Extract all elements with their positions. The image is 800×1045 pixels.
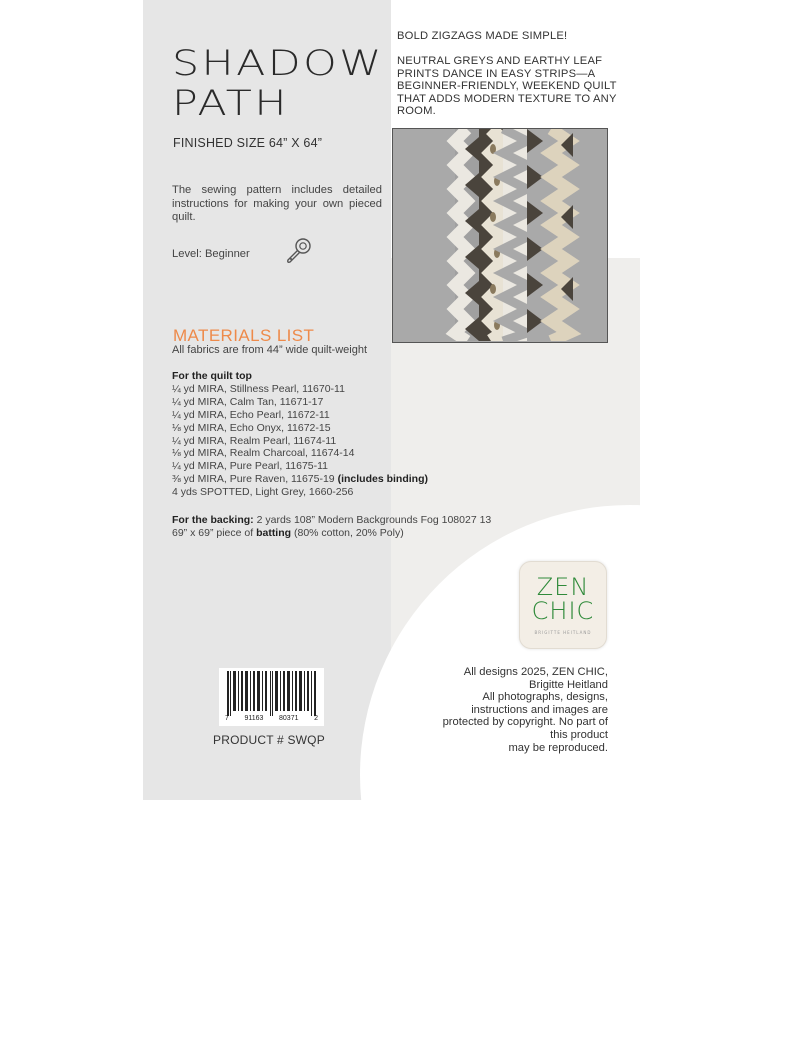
backing-label: For the backing:	[172, 514, 254, 526]
material-item: ¼ yd MIRA, Calm Tan, 11671-17	[172, 395, 324, 408]
batting-suffix: (80% cotton, 20% Poly)	[293, 526, 404, 539]
material-item: 4 yds SPOTTED, Light Grey, 1660-256	[172, 486, 354, 499]
backing-info	[172, 514, 491, 540]
quilt-strip	[527, 129, 551, 341]
logo-line-1: ZEN	[536, 573, 590, 601]
finished-size: FINISHED SIZE 64” X 64”	[173, 136, 323, 150]
batting-prefix: 69” x 69” piece of	[172, 526, 254, 539]
barcode-digit: 7	[225, 715, 229, 722]
copyright-notice	[420, 666, 608, 754]
material-item: ⅛ yd MIRA, Realm Charcoal, 11674-14	[172, 447, 355, 460]
promo-blurb: NEUTRAL GREYS AND EARTHY LEAF PRINTS DANCE IN EASY STRIPS—A BEGINNER-FRIENDLY, WEEKEND QUILT THAT ADDS MODERN TEXTURE TO ANY ROOM.	[397, 55, 617, 118]
logo-subtitle: BRIGITTE HEITLAND	[534, 630, 592, 635]
rotary-cutter-icon	[283, 236, 313, 266]
quilt-zigzag-illustration	[393, 129, 606, 341]
material-item: ¼ yd MIRA, Echo Pearl, 11672-11	[172, 408, 330, 421]
backing-value: 2 yards 108” Modern Backgrounds Fog 108027 13	[256, 514, 492, 526]
barcode	[219, 668, 324, 726]
quilt-strip	[551, 129, 573, 341]
quilt-strip	[503, 129, 527, 341]
barcode-digit: 91163	[244, 715, 264, 722]
copyright-line: All photographs, designs,	[482, 691, 608, 704]
quilt-image	[392, 128, 608, 343]
copyright-line: may be reproduced.	[508, 741, 608, 754]
material-item: ¼ yd MIRA, Stillness Pearl, 11670-11	[172, 382, 345, 395]
copyright-line: instructions and images are	[471, 703, 608, 716]
pattern-title	[172, 44, 384, 124]
material-item: ¼ yd MIRA, Realm Pearl, 11674-11	[172, 434, 337, 447]
materials-subtitle: All fabrics are from 44” wide quilt-weight	[172, 344, 368, 356]
barcode-bars	[219, 668, 324, 716]
title-line-1: SHADOW	[172, 44, 384, 84]
title-line-2: PATH	[172, 84, 289, 124]
quilt-top-heading: For the quilt top	[172, 370, 252, 382]
materials-title: MATERIALS LIST	[173, 326, 315, 345]
material-item: ¼ yd MIRA, Pure Pearl, 11675-11	[172, 460, 329, 473]
batting-label: batting	[256, 526, 292, 539]
material-item: ⅜ yd MIRA, Pure Raven, 11675-19	[172, 473, 335, 486]
pattern-description: The sewing pattern includes detailed instructions for making your own pieced quilt.	[172, 184, 382, 223]
barcode-digits	[219, 715, 324, 722]
batting-line	[172, 527, 491, 540]
skill-level: Level: Beginner	[172, 248, 250, 260]
barcode-digit: 80371	[279, 715, 299, 722]
backing-line	[172, 514, 491, 527]
copyright-line: protected by copyright. No part of	[442, 716, 608, 729]
quilt-strip	[455, 129, 479, 341]
zen-chic-logo	[519, 561, 607, 649]
barcode-digit: 2	[314, 715, 318, 722]
copyright-line: Brigitte Heitland	[529, 678, 608, 691]
quilt-strip	[479, 129, 503, 341]
product-number: PRODUCT # SWQP	[213, 733, 325, 747]
copyright-line: this product	[550, 728, 608, 741]
copyright-line: All designs 2025, ZEN CHIC,	[463, 666, 608, 678]
material-item-with-binding	[172, 473, 428, 486]
materials-list	[172, 370, 428, 499]
tagline: BOLD ZIGZAGS MADE SIMPLE!	[397, 30, 568, 42]
logo-line-2: CHIC	[531, 597, 595, 625]
material-item: ⅛ yd MIRA, Echo Onyx, 11672-15	[172, 421, 331, 434]
binding-note: (includes binding)	[337, 473, 428, 486]
